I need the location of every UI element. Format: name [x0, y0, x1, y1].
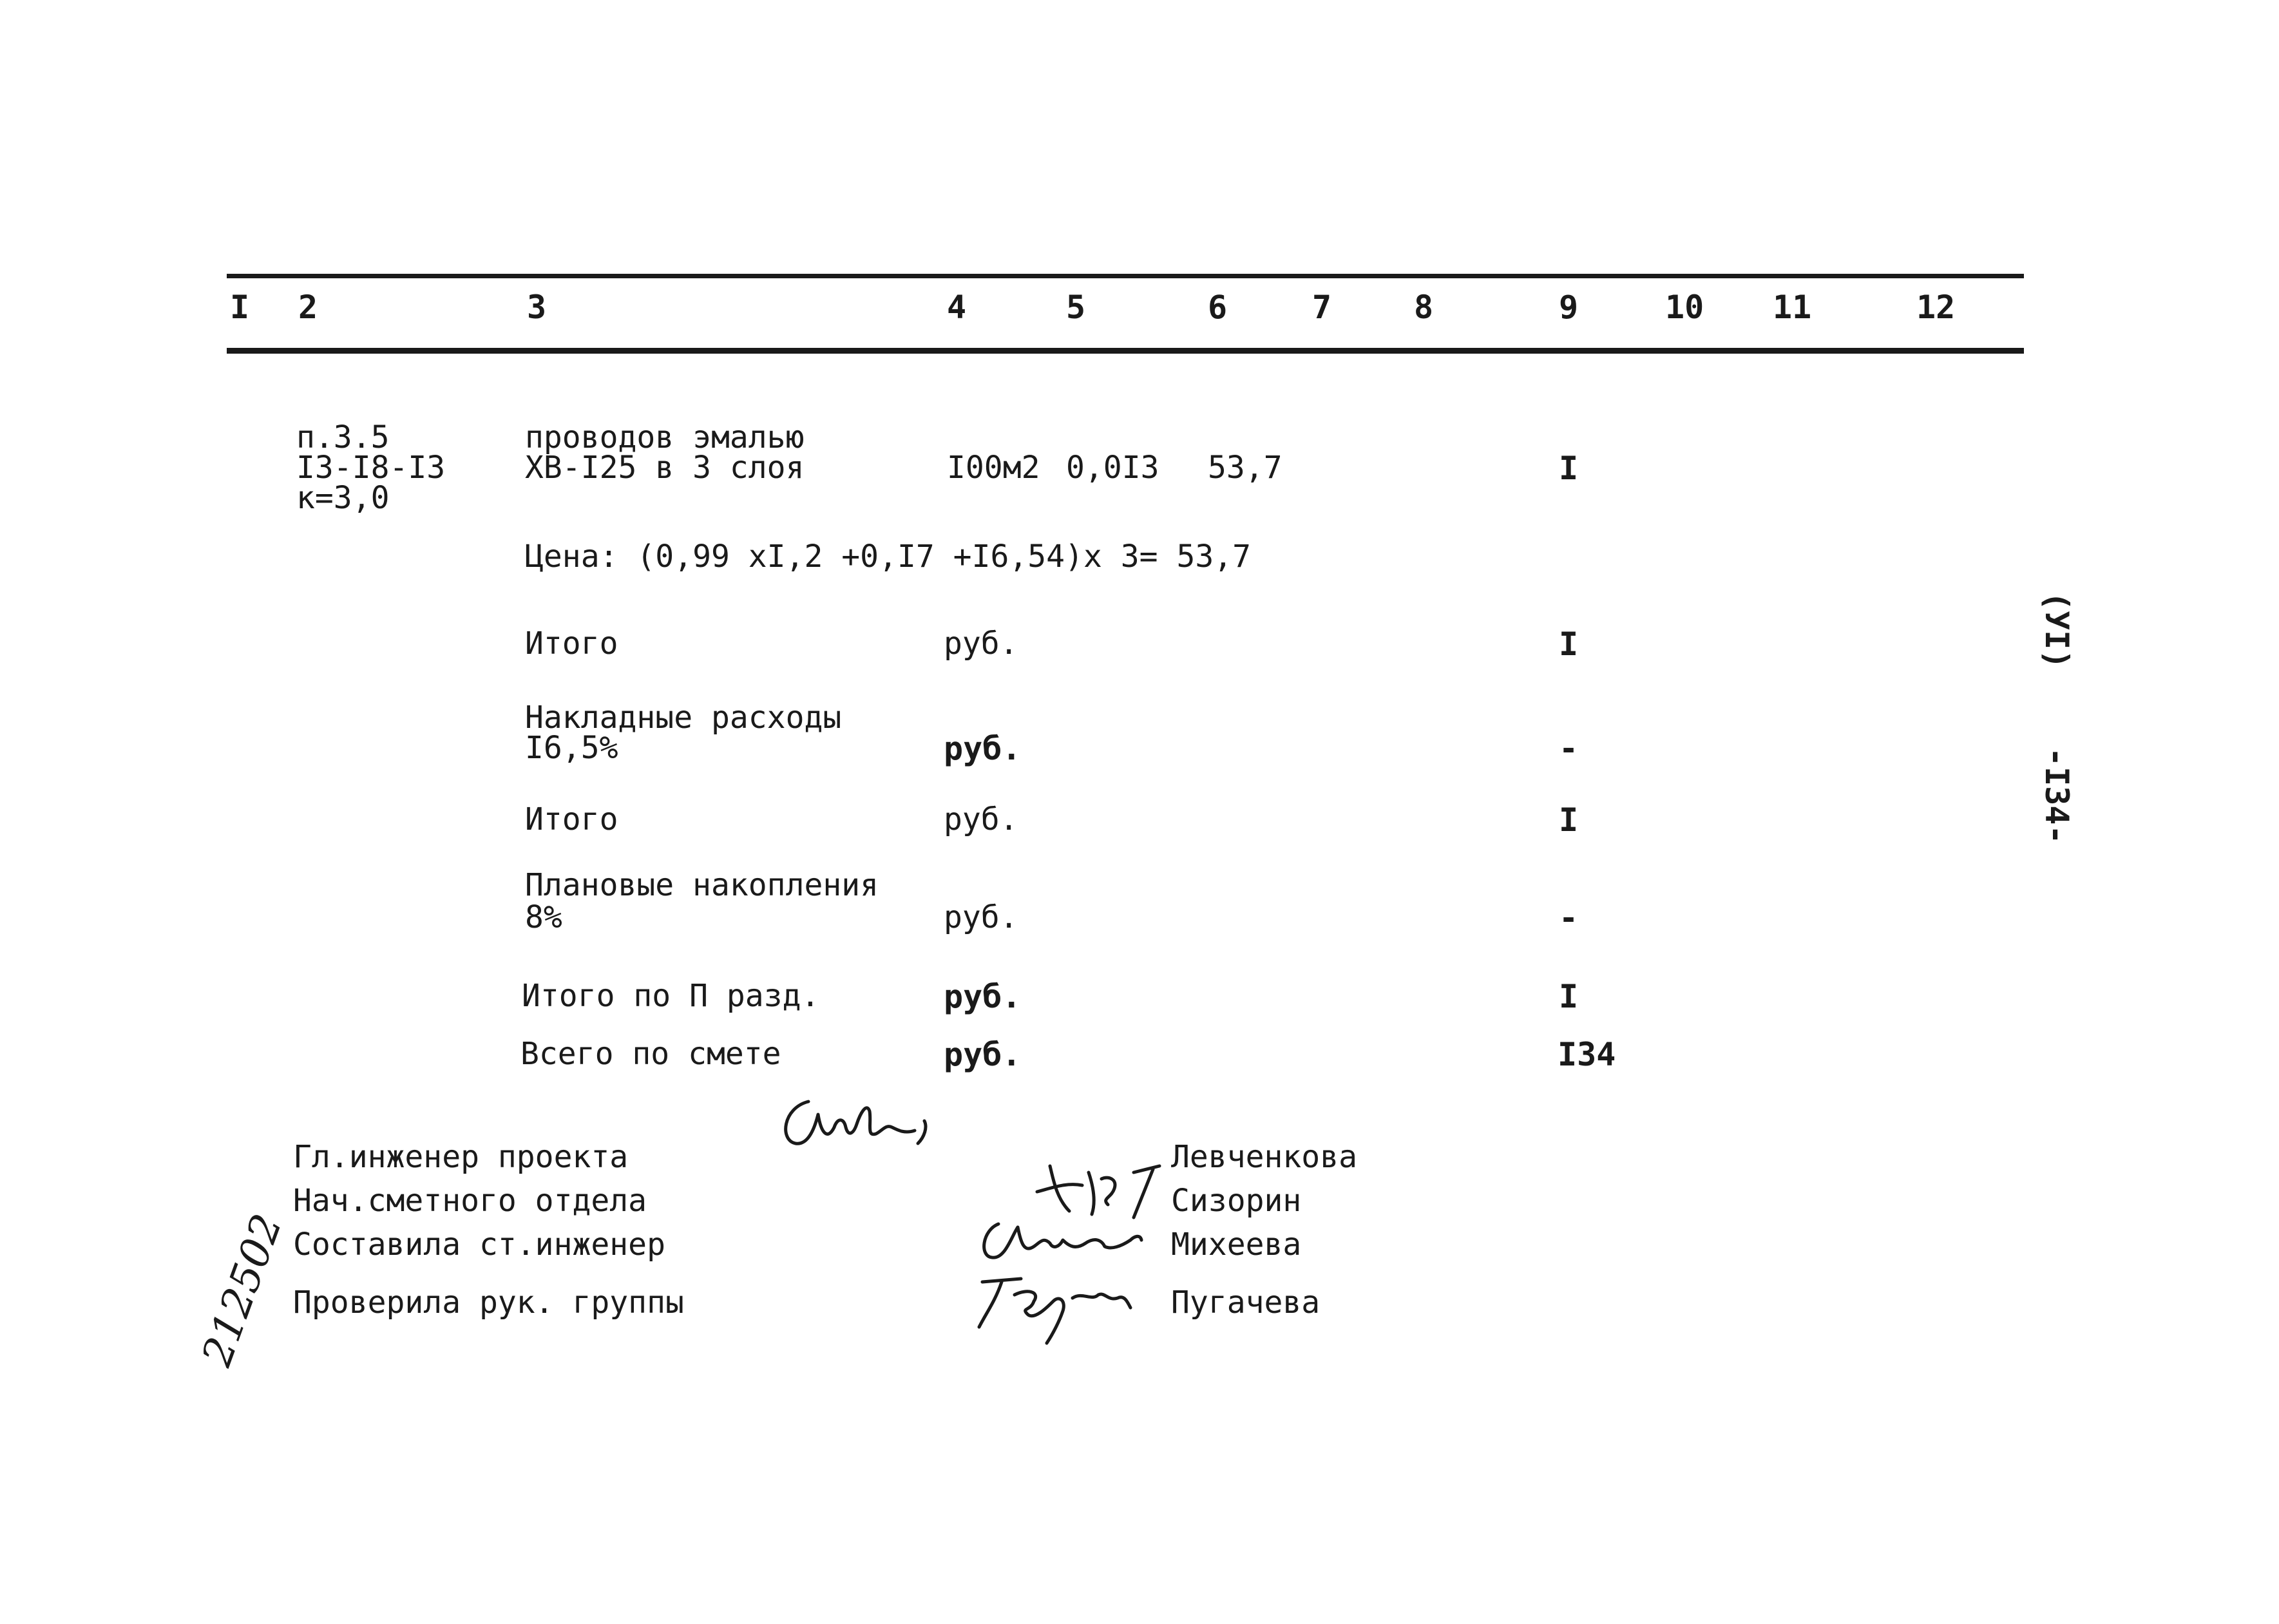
signatory-name: Пугачева — [1171, 1285, 1321, 1321]
column-header-1: I — [230, 289, 250, 326]
column-header-5: 5 — [1066, 289, 1086, 326]
column-header-6: 6 — [1208, 289, 1228, 326]
inventory-number: 212502 — [193, 1208, 292, 1373]
item-quantity: 0,0I3 — [1066, 450, 1159, 486]
total-unit: руб. — [944, 626, 1018, 662]
column-header-7: 7 — [1312, 289, 1332, 326]
signature-role: Составила ст.инженер — [293, 1227, 665, 1263]
column-header-8: 8 — [1414, 289, 1434, 326]
handwritten-signature — [973, 1211, 1153, 1269]
item-col9-value: I — [1559, 450, 1579, 487]
section-side-label: (УI) — [2038, 591, 2075, 669]
signatory-name: Михеева — [1171, 1227, 1302, 1263]
price-formula: Цена: (0,99 хI,2 +0,I7 +I6,54)х 3= 53,7 — [525, 539, 1252, 575]
page-number: -I34- — [2038, 747, 2075, 845]
column-header-10: 10 — [1665, 289, 1704, 326]
item-price: 53,7 — [1208, 450, 1283, 486]
planned-savings-label: Плановые накопления — [525, 867, 879, 903]
subtotal-unit: руб. — [944, 801, 1018, 837]
overhead-value: - — [1559, 730, 1579, 767]
column-header-9: 9 — [1559, 289, 1579, 326]
header-bottom-rule — [227, 348, 2024, 354]
total-label: Итого — [525, 626, 618, 662]
total-value: I — [1559, 626, 1579, 663]
signature-role: Проверила рук. группы — [293, 1285, 684, 1321]
column-header-2: 2 — [298, 289, 318, 326]
handwritten-signature — [770, 1089, 937, 1160]
planned-savings-rate: 8% — [525, 899, 562, 935]
grand-total-unit: руб. — [944, 1036, 1022, 1073]
signature-role: Нач.сметного отдела — [293, 1183, 647, 1219]
section-total-value: I — [1559, 978, 1579, 1015]
signatory-name: Левченкова — [1171, 1139, 1357, 1175]
planned-savings-value: - — [1559, 899, 1579, 937]
column-header-3: 3 — [527, 289, 547, 326]
overhead-unit: руб. — [944, 730, 1022, 767]
item-reference-line: к=3,0 — [296, 480, 390, 516]
header-top-rule — [227, 274, 2024, 278]
section-total-unit: руб. — [944, 978, 1022, 1015]
item-description-line: ХВ-I25 в 3 слоя — [525, 450, 805, 486]
subtotal-label: Итого — [525, 801, 618, 837]
item-description-line: проводов эмалью — [525, 419, 805, 455]
overhead-rate: I6,5% — [525, 730, 618, 766]
planned-savings-unit: руб. — [944, 899, 1018, 935]
column-header-4: 4 — [947, 289, 967, 326]
item-reference-line: п.3.5 — [296, 419, 390, 455]
subtotal-value: I — [1559, 801, 1579, 839]
column-header-11: 11 — [1773, 289, 1812, 326]
signatory-name: Сизорин — [1171, 1183, 1302, 1219]
handwritten-signature — [969, 1263, 1137, 1346]
item-reference-line: I3-I8-I3 — [296, 450, 446, 486]
grand-total-label: Всего по смете — [520, 1036, 781, 1072]
grand-total-value: I34 — [1558, 1036, 1616, 1073]
overhead-label: Накладные расходы — [525, 700, 842, 736]
section-total-label: Итого по П разд. — [522, 978, 820, 1014]
signature-role: Гл.инженер проекта — [293, 1139, 629, 1175]
item-unit: I00м2 — [947, 450, 1040, 486]
column-header-12: 12 — [1916, 289, 1956, 326]
